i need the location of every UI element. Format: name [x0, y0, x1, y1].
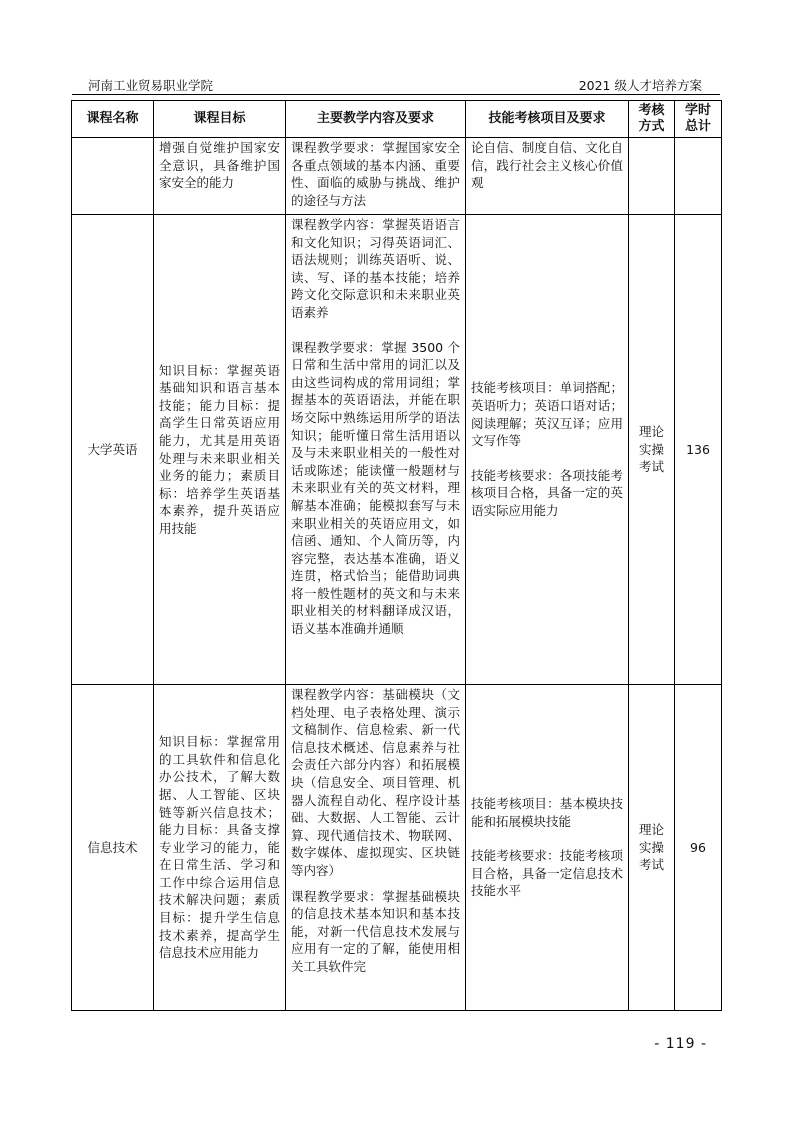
row3-content-gap — [291, 880, 460, 888]
row2-exam-line-2: 实操 — [638, 441, 664, 457]
table-header-row — [72, 101, 722, 138]
header-course-goal: 课程目标 — [154, 101, 286, 138]
row1-exam — [629, 138, 675, 215]
header-hours-line-1: 学时 — [684, 103, 711, 118]
header-hours-line-2: 总计 — [684, 119, 711, 134]
table-row — [72, 215, 722, 685]
curriculum-table — [71, 100, 722, 1011]
row3-hours: 96 — [675, 685, 722, 1011]
table-row — [72, 138, 722, 215]
header-course-name: 课程名称 — [72, 101, 154, 138]
row2-exam-line-1: 理论 — [638, 424, 664, 440]
header-exam-line-1: 考核 — [638, 103, 665, 118]
header-content: 主要教学内容及要求 — [286, 101, 466, 138]
table-row — [72, 685, 722, 1011]
row3-goal: 知识目标：掌握常用的工具软件和信息化办公技术，了解大数据、人工智能、区块链等新兴信息技术；能力目标：具备支撑专业学习的能力，能在日常生活、学习和工作中综合运用信息技术解决问题；素质目标：提升学生信息技术素养，提高学生信息技术应用能力 — [154, 685, 286, 1011]
row2-hours: 136 — [675, 215, 722, 685]
row2-exam — [629, 215, 675, 685]
header-total-hours — [675, 101, 722, 138]
row2-content-gap — [291, 322, 460, 339]
row3-skill-requirements: 技能考核要求：技能考核项目合格，具备一定信息技术技能水平 — [471, 848, 623, 899]
row2-skill-gap — [471, 450, 623, 467]
row2-content — [286, 215, 466, 685]
row3-content — [286, 685, 466, 1011]
row3-content-teaching: 课程教学内容：基础模块（文档处理、电子表格处理、演示文稿制作、信息检索、新一代信息技术概述、信息素养与社会责任六部分内容）和拓展模块（信息安全、项目管理、机器人流程自动化、程序设计基础、大数据、人工智能、云计算、现代通信技术、物联网、数字媒体、虚拟现实、区块链等内容） — [291, 687, 460, 878]
row2-skill — [466, 215, 629, 685]
row3-exam — [629, 685, 675, 1011]
row2-course-name: 大学英语 — [72, 215, 154, 685]
row2-skill-requirements: 技能考核要求：各项技能考核项目合格，具备一定的英语实际应用能力 — [471, 467, 623, 518]
row3-exam-line-3: 考试 — [638, 857, 664, 873]
row2-content-requirements: 课程教学要求：掌握 3500 个日常和生活中常用的词汇以及由这些词构成的常用词组；掌握基本的英语语法，并能在职场交际中熟练运用所学的语法知识；能听懂日常生活用语以及与未来职业相关的一般性对话或陈述；能读懂一般题材与未来职业有关的英文材料，理解基本准确；能模拟套写与未来职业相关的英语应用文，如信函、通知、个人简历等，内容完整，表达基本准确，语义连贯，格式恰当；能借助词典将一般性题材的英文和与未来职业相关的材料翻译成汉语，语义基本准确并通顺 — [291, 339, 460, 637]
row3-skill — [466, 685, 629, 1011]
header-exam-method — [629, 101, 675, 138]
row3-exam-line-1: 理论 — [638, 822, 664, 838]
row2-exam-line-3: 考试 — [638, 459, 664, 475]
row1-course-name — [72, 138, 154, 215]
row2-content-teaching: 课程教学内容：掌握英语语言和文化知识；习得英语词汇、语法规则；训练英语听、说、读、写、译的基本技能；培养跨文化交际意识和未来职业英语素养 — [291, 217, 460, 320]
row3-skill-items: 技能考核项目：基本模块技能和拓展模块技能 — [471, 796, 623, 829]
header-rule — [72, 94, 720, 95]
row2-goal: 知识目标：掌握英语基础知识和语言基本技能；能力目标：提高学生日常英语应用能力，尤其是用英语处理与未来职业相关业务的能力；素质目标：培养学生英语基本素养，提升英语应用技能 — [154, 215, 286, 685]
header-document-title: 2021 级人才培养方案 — [578, 78, 702, 93]
page-number: - 119 - — [654, 1036, 707, 1052]
row2-skill-items: 技能考核项目：单词搭配；英语听力；英语口语对话；阅读理解；英汉互译；应用文写作等 — [471, 380, 623, 449]
row1-goal: 增强自觉维护国家安全意识，具备维护国家安全的能力 — [154, 138, 286, 215]
row3-content-requirements: 课程教学要求：掌握基础模块的信息技术基本知识和基本技能，对新一代信息技术发展与应用有一定的了解，能使用相关工具软件完 — [291, 888, 460, 974]
row3-course-name: 信息技术 — [72, 685, 154, 1011]
row3-skill-gap — [471, 830, 623, 847]
row1-hours — [675, 138, 722, 215]
header-exam-line-2: 方式 — [638, 119, 665, 134]
row1-content: 课程教学要求：掌握国家安全各重点领域的基本内涵、重要性、面临的威胁与挑战、维护的途径与方法 — [286, 138, 466, 215]
row1-skill: 论自信、制度自信、文化自信，践行社会主义核心价值观 — [466, 138, 629, 215]
header-skill: 技能考核项目及要求 — [466, 101, 629, 138]
row3-exam-line-2: 实操 — [638, 839, 664, 855]
header-school-name: 河南工业贸易职业学院 — [88, 78, 214, 93]
